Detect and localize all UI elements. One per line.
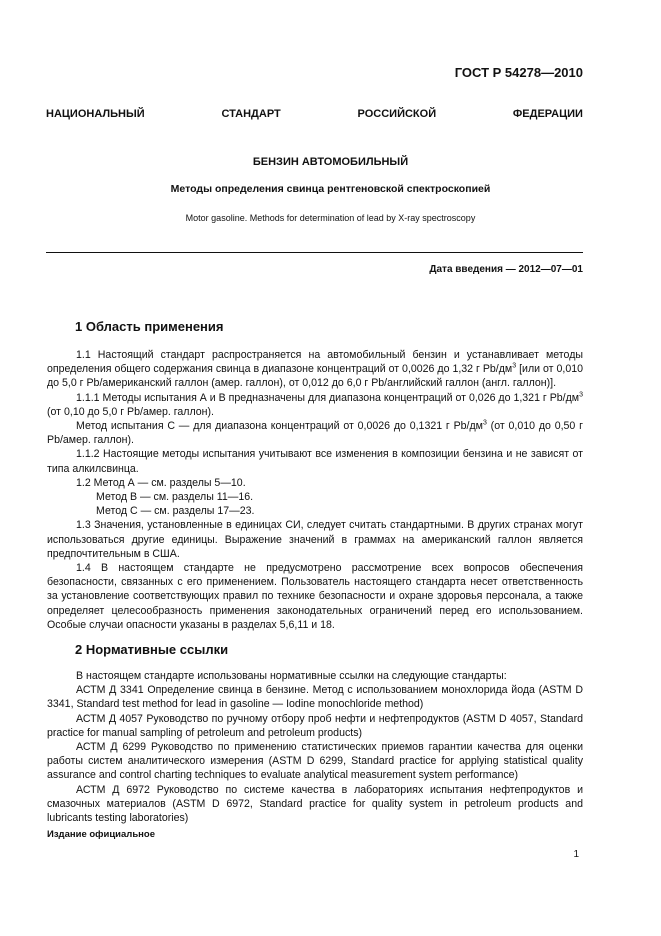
paragraph-1-2-a: 1.2 Метод А — см. разделы 5—10. xyxy=(76,476,246,489)
national-word: ФЕДЕРАЦИИ xyxy=(512,108,583,120)
standard-code: ГОСТ Р 54278—2010 xyxy=(454,65,583,80)
national-word: СТАНДАРТ xyxy=(221,108,281,120)
section-2-heading: 2 Нормативные ссылки xyxy=(75,642,229,657)
reference-item: АСТМ Д 4057 Руководство по ручному отбору проб нефти и нефтепродуктов (ASTM D 4057, Standard practice for manual sampling of petroleum and petroleum products) xyxy=(47,712,583,739)
national-word: РОССИЙСКОЙ xyxy=(357,108,437,120)
references-intro: В настоящем стандарте использованы нормативные ссылки на следующие стандарты: xyxy=(76,670,507,682)
national-standard-line xyxy=(46,108,583,120)
reference-item: АСТМ Д 3341 Определение свинца в бензине. Метод с использованием монохлорида йода (ASTM D 3341, Standard test method for lead in gasoline — Iodine monochloride method) xyxy=(47,684,583,711)
effective-date: Дата введения — 2012—07—01 xyxy=(429,264,583,275)
paragraph-1-3: 1.3 Значения, установленные в единицах СИ, следует считать стандартными. В других странах могут использоваться другие единицы. Выражение значений в граммах на американский галлон является предпочтительным в США. xyxy=(47,519,583,560)
reference-item: АСТМ Д 6972 Руководство по системе качества в лабораториях испытания нефтепродуктов и смазочных материалов (ASTM D 6972, Standard practice for quality system in petroleum products and lubricants testing laboratories) xyxy=(47,783,583,825)
document-subtitle: Методы определения свинца рентгеновской спектроскопией xyxy=(170,183,491,195)
official-edition-note: Издание официальное xyxy=(47,829,155,840)
paragraph-method-c: Метод испытания С — для диапазона концентраций от 0,0026 до 0,1321 г $Pb/дм^3$ (от 0,010 до 0,50 г Pb/амер. галлон). xyxy=(47,419,583,447)
divider xyxy=(46,252,583,253)
paragraph-1-1-1: 1.1.1 Методы испытания А и В предназначены для диапазона концентраций от 0,026 до 1,321 г $Pb/дм^3$ (от 0,10 до 5,0 г Pb/амер. галлон). xyxy=(47,391,583,418)
paragraph-1-2-b: Метод В — см. разделы 11—16. xyxy=(96,491,254,504)
paragraph-1-1: 1.1 Настоящий стандарт распространяется на автомобильный бензин и устанавливает методы определения общего содержания свинца в диапазоне концентраций от 0,0026 до 1,32 г $Pb/дм^3$ [или от 0,010 до 5,0 г Pb/американский галлон (амер. галлон), от 0,012 до 6,0 г Pb/английский галлон (англ. галлон)]. xyxy=(47,349,583,390)
paragraph-1-1-2: 1.1.2 Настоящие методы испытания учитывают все изменения в композиции бензина и не зависят от типа алкилсвинца. xyxy=(47,448,583,475)
english-title: Motor gasoline. Methods for determination of lead by X-ray spectroscopy xyxy=(185,213,476,223)
section-1-body xyxy=(47,348,583,632)
reference-item: АСТМ Д 6299 Руководство по применению статистических приемов гарантии качества для оценки работы систем аналитического измерения (ASTM D 6299, Standard practice for applying statistical quality assurance and control charting techniques to evaluate analytical measurement system performance) xyxy=(47,741,583,782)
page-number: 1 xyxy=(573,849,579,860)
document-title: БЕНЗИН АВТОМОБИЛЬНЫЙ xyxy=(252,156,409,168)
paragraph-1-2-c: Метод С — см. разделы 17—23. xyxy=(96,505,255,518)
section-1-heading: 1 Область применения xyxy=(75,319,224,334)
section-2-body xyxy=(47,669,583,825)
national-word: НАЦИОНАЛЬНЫЙ xyxy=(46,108,145,120)
paragraph-1-4: 1.4 В настоящем стандарте не предусмотрено рассмотрение всех вопросов обеспечения безопасности, связанных с его применением. Пользователь настоящего стандарта несет ответственность за установление соответствующих правил по технике безопасности и охране здоровья персонала, а также определяет целесообразность применения законодательных ограничений перед его использованием. Особые случаи опасности указаны в разделах 5,6,11 и 18. xyxy=(47,562,583,631)
